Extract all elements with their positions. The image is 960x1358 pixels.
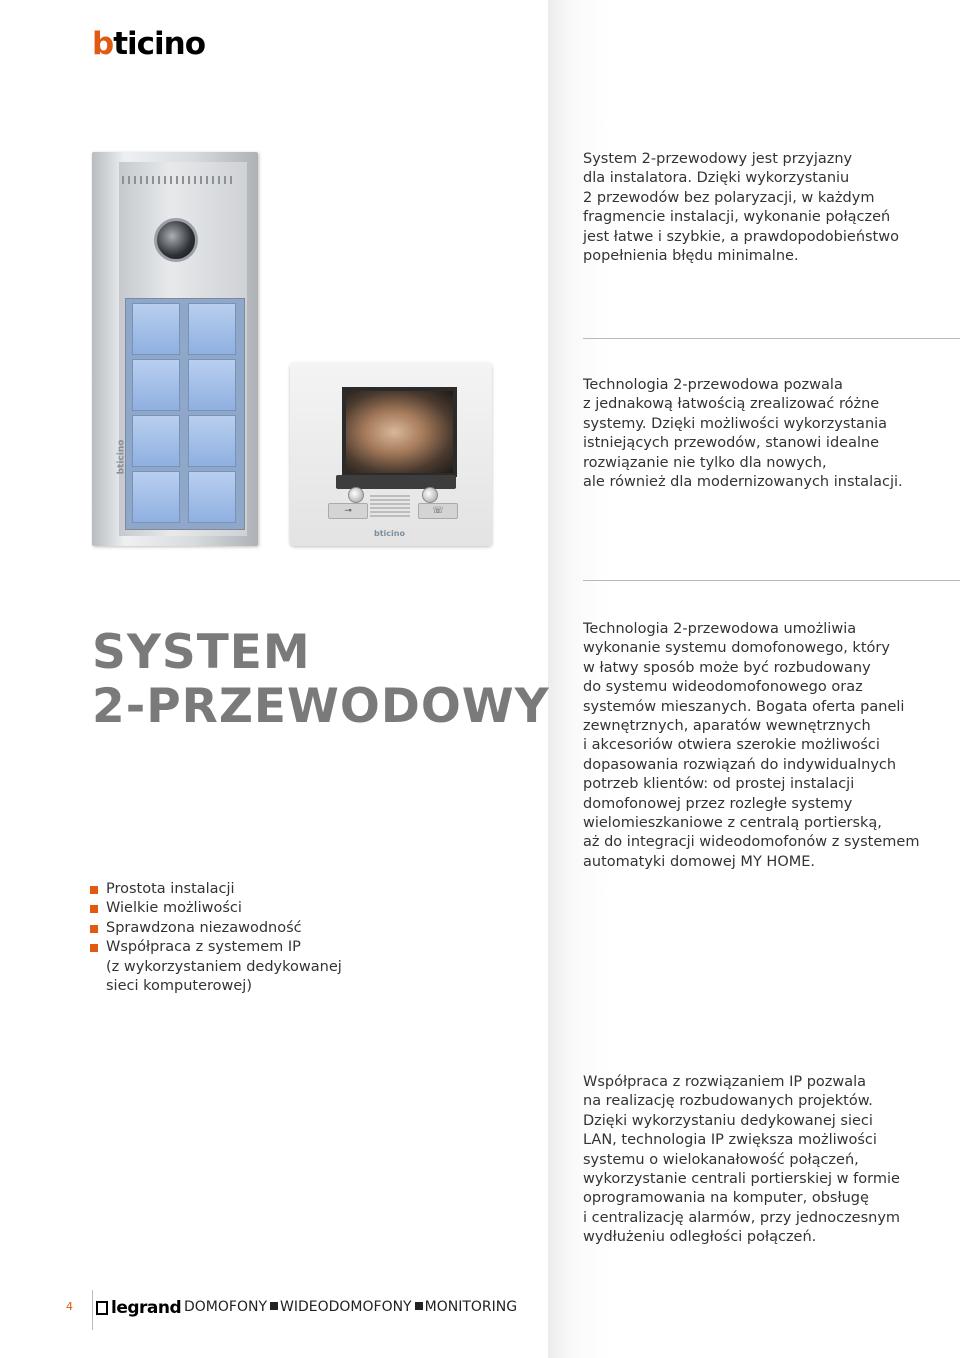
call-button — [188, 415, 236, 467]
door-lock-key-icon: ⊸ — [328, 503, 368, 519]
feature-item: Prostota instalacji — [90, 880, 342, 899]
call-button — [132, 303, 180, 355]
ip-paragraph: Współpraca z rozwiązaniem IP pozwala na realizację rozbudowanych projektów. Dzięki wykorzystaniu dedykowanej sieci LAN, technologia IP zwiększa możliwości systemu o wielokanałowość połączeń, wykorzystanie centrali portierskiej w formie oprogramowania na komputer, obsługę i centralizację alarmów, przy jednoczesnym wydłużeniu odległości połączeń. — [583, 1074, 901, 1246]
footer-divider — [92, 1290, 93, 1330]
panel-brand-label: bticino — [116, 439, 127, 475]
footer-nav-item: MONITORING — [424, 1299, 518, 1315]
legrand-logo: legrand — [96, 1298, 181, 1318]
feature-list — [90, 880, 342, 996]
speaker-grill — [122, 176, 232, 184]
technology-paragraph: Technologia 2-przewodowa pozwala z jednakową łatwością zrealizować różne systemy. Dzięki możliwości wykorzystania istniejących przewodów, stanowi idealne rozwiązanie nie tylko dla nowych, ale również dla modernizowanych instalacji. — [583, 377, 903, 491]
call-buttons-module — [125, 298, 245, 530]
footer-nav-item: WIDEODOMOFONY — [280, 1299, 412, 1315]
page-title: SYSTEM 2-PRZEWODOWY — [92, 625, 550, 734]
feature-item: Współpraca z systemem IP (z wykorzystaniem dedykowanej sieci komputerowej) — [90, 938, 342, 996]
square-separator-icon — [270, 1302, 278, 1310]
square-separator-icon — [415, 1302, 423, 1310]
page-number: 4 — [66, 1300, 73, 1313]
handset-icon: ☏ — [418, 503, 458, 519]
monitor-brand-label: bticino — [374, 529, 405, 538]
feature-item: Sprawdzona niezawodność — [90, 919, 342, 938]
footer-nav-item: DOMOFONY — [184, 1299, 267, 1315]
footer-category-nav — [184, 1299, 517, 1315]
call-button — [188, 471, 236, 523]
expansion-paragraph: Technologia 2-przewodowa umożliwia wykonanie systemu domofonowego, który w łatwy sposób może być rozbudowany do systemu wideodomofonowego oraz systemów mieszanych. Bogata oferta paneli zewnętrznych, aparatów wewnętrznych i akcesoriów otwiera szerokie możliwości dopasowania rozwiązań do indywidualnych potrzeb klientów: od prostej instalacji domofonowej przez rozległe systemy wielomieszkaniowe z centralą portierską, aż do integracji wideodomofonów z systemem automatyki domowej MY HOME. — [583, 621, 920, 870]
divider — [583, 338, 960, 339]
call-button — [188, 303, 236, 355]
monitor-speaker-grill — [370, 495, 410, 519]
monitor-knob — [422, 487, 438, 503]
feature-item: Wielkie możliwości — [90, 899, 342, 918]
call-button — [132, 359, 180, 411]
call-button — [188, 359, 236, 411]
call-button — [132, 415, 180, 467]
monitor-screen — [342, 387, 457, 477]
video-monitor-image — [290, 363, 492, 546]
door-entry-panel-image — [92, 152, 258, 546]
bticino-logo: bticino — [92, 26, 206, 62]
camera-lens-icon — [154, 218, 198, 262]
divider — [583, 580, 960, 581]
call-button — [132, 471, 180, 523]
monitor-knob — [348, 487, 364, 503]
intro-paragraph: System 2-przewodowy jest przyjazny dla instalatora. Dzięki wykorzystaniu 2 przewodów bez polaryzacji, w każdym fragmencie instalacji, wykonanie połączeń jest łatwe i szybkie, a prawdopodobieństwo popełnienia błędu minimalne. — [583, 151, 899, 265]
legrand-square-icon — [96, 1301, 108, 1315]
